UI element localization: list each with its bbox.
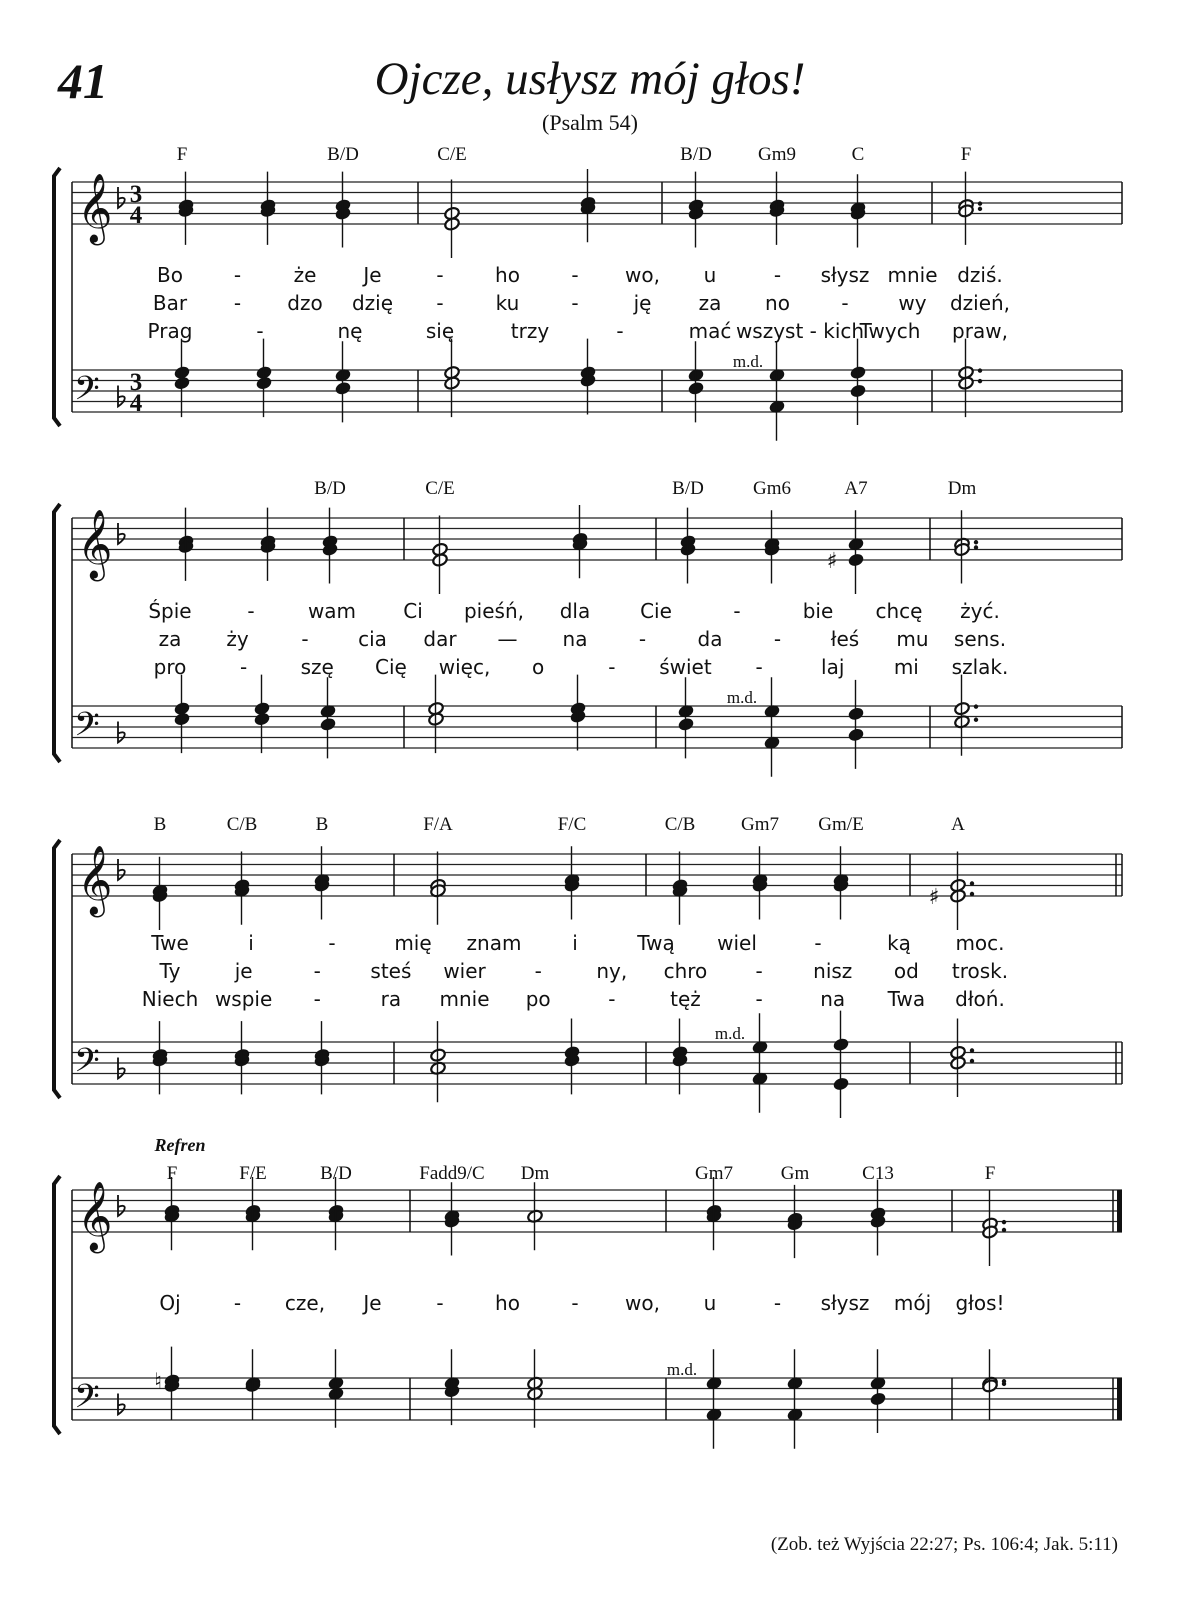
lyric-syllable: - <box>841 291 849 315</box>
bass-key-flat-icon <box>118 722 125 743</box>
lyric-syllable: - <box>301 627 309 651</box>
md-marking: m.d. <box>714 1024 746 1043</box>
lyric-syllable: trosk. <box>951 959 1009 983</box>
lyric-syllable: słysz <box>820 1291 870 1315</box>
chord-symbol: B <box>153 814 167 835</box>
lyric-syllable: i <box>248 931 254 955</box>
lyric-syllable: laj <box>821 655 845 679</box>
lyric-syllable: ho <box>495 1291 520 1315</box>
chord-symbol: Gm7 <box>741 814 779 835</box>
lyric-syllable: pieśń, <box>463 599 525 623</box>
lyric-syllable: mnie <box>439 987 490 1011</box>
hymn-subtitle: (Psalm 54) <box>542 110 638 135</box>
lyric-syllable: wiel <box>717 931 757 955</box>
lyric-syllable: dziś. <box>957 263 1003 287</box>
lyric-syllable: praw, <box>952 319 1008 343</box>
lyric-syllable: - <box>608 987 616 1011</box>
lyric-syllable: więc, <box>438 655 491 679</box>
lyric-syllable: Cie <box>640 599 672 623</box>
lyric-syllable: łeś <box>830 627 860 651</box>
chord-symbol: F <box>166 1163 178 1184</box>
lyric-syllable: szlak. <box>951 655 1009 679</box>
chord-symbol: Gm <box>780 1163 810 1184</box>
chord-symbol: Gm/E <box>818 814 864 835</box>
dot <box>978 379 982 383</box>
final-barline-thick <box>1117 1190 1122 1232</box>
lyric-syllable: dar <box>423 627 457 651</box>
lyric-syllable: mój <box>893 1291 932 1315</box>
lyric-syllable: świet <box>659 655 712 679</box>
chord-symbol: Gm9 <box>758 144 796 165</box>
time-signature-numerator: 3 <box>129 181 143 208</box>
lyric-syllable: o <box>532 655 545 679</box>
lyric-syllable: Twą <box>637 931 675 955</box>
chord-symbol: A <box>951 814 965 835</box>
treble-key-flat-icon <box>118 187 125 208</box>
lyric-syllable: - <box>328 931 336 955</box>
lyric-syllable: dzień, <box>949 291 1011 315</box>
chord-symbol: Dm <box>947 478 977 499</box>
lyric-syllable: Śpie <box>148 599 192 623</box>
lyric-syllable: żyć. <box>960 599 1000 623</box>
chord-symbol: Dm <box>520 1163 550 1184</box>
chord-symbol: C/B <box>664 814 696 835</box>
lyric-syllable: - <box>256 319 264 343</box>
dot <box>974 545 978 549</box>
system-bracket <box>54 168 60 426</box>
lyric-syllable: - <box>436 263 444 287</box>
lyric-syllable: sens. <box>953 627 1007 651</box>
lyric-syllable: nisz <box>813 959 853 983</box>
lyric-syllable: Cię <box>374 655 407 679</box>
lyric-syllable: Bo <box>157 263 183 287</box>
lyric-syllable: - <box>608 655 616 679</box>
lyric-syllable: cze, <box>284 1291 326 1315</box>
lyric-syllable: że <box>293 263 317 287</box>
treble-clef-icon: 𝄞 <box>77 509 113 579</box>
bass-clef-icon: 𝄢 <box>74 1378 100 1424</box>
lyric-syllable: Twe <box>151 931 189 955</box>
chord-symbol: B/D <box>327 144 359 165</box>
lyric-syllable: Je <box>363 263 382 287</box>
chord-symbol: F <box>176 144 188 165</box>
dot <box>970 1048 974 1052</box>
dot <box>970 881 974 885</box>
chord-symbol: C <box>851 144 865 165</box>
lyric-syllable: chro <box>663 959 708 983</box>
lyric-syllable: wo, <box>625 1291 660 1315</box>
md-marking: m.d. <box>732 352 764 371</box>
lyric-syllable: dłoń. <box>955 987 1005 1011</box>
natural-icon: ♮ <box>154 1369 162 1395</box>
md-marking: m.d. <box>666 1360 698 1379</box>
lyric-syllable: się <box>425 319 455 343</box>
lyric-syllable: Ty <box>159 959 181 983</box>
time-signature-denominator: 4 <box>129 202 143 229</box>
treble-key-flat-icon <box>118 859 125 880</box>
lyric-syllable: wier <box>443 959 486 983</box>
final-barline-thick <box>1117 1378 1122 1420</box>
lyric-syllable: ję <box>633 291 652 315</box>
lyric-syllable: mię <box>394 931 432 955</box>
lyric-syllable: - <box>755 959 763 983</box>
lyric-syllable: znam <box>466 931 522 955</box>
lyric-syllable: - <box>616 319 624 343</box>
dot <box>974 718 978 722</box>
lyric-syllable: za <box>698 291 722 315</box>
lyric-syllable: pro <box>153 655 187 679</box>
treble-key-flat-icon <box>118 523 125 544</box>
sharp-icon: ♯ <box>826 549 838 574</box>
lyric-syllable: dzo <box>287 291 323 315</box>
treble-clef-icon: 𝄞 <box>77 173 113 243</box>
chord-symbol: F/C <box>557 814 587 835</box>
lyric-syllable: na <box>562 627 588 651</box>
lyric-syllable: głos! <box>955 1291 1005 1315</box>
lyric-syllable: wam <box>307 599 357 623</box>
lyric-syllable: da <box>697 627 723 651</box>
lyric-syllable: ką <box>887 931 911 955</box>
lyric-syllable: Twa <box>887 987 926 1011</box>
dot <box>974 704 978 708</box>
lyric-syllable: u <box>703 1291 717 1315</box>
bass-clef-icon: 𝄢 <box>74 1042 100 1088</box>
dot <box>1002 1382 1006 1386</box>
lyric-syllable: - <box>755 655 763 679</box>
lyric-syllable: i <box>572 931 578 955</box>
chord-symbol: F <box>984 1163 996 1184</box>
md-marking: m.d. <box>726 688 758 707</box>
lyric-syllable: Niech <box>141 987 199 1011</box>
lyric-syllable: bie <box>802 599 834 623</box>
lyric-syllable: wy <box>898 291 927 315</box>
system-bracket <box>54 504 60 762</box>
lyric-syllable: dzię <box>351 291 394 315</box>
lyric-syllable: Prag <box>147 319 193 343</box>
lyric-syllable: Twych <box>859 319 921 343</box>
chord-symbol: Fadd9/C <box>419 1163 485 1184</box>
chord-symbol: A7 <box>844 478 868 499</box>
lyric-syllable: - <box>233 1291 242 1315</box>
lyric-syllable: wspie <box>214 987 273 1011</box>
refrain-label: Refren <box>154 1135 206 1155</box>
lyric-syllable: - <box>240 655 248 679</box>
lyric-syllable: — <box>497 627 518 651</box>
lyric-syllable: ho <box>495 263 520 287</box>
lyric-syllable: - <box>534 959 542 983</box>
lyric-syllable: mi <box>893 655 919 679</box>
dot <box>974 540 978 544</box>
treble-clef-icon: 𝄞 <box>77 845 113 915</box>
system-bracket <box>54 1176 60 1434</box>
dot <box>978 207 982 211</box>
lyric-syllable: - <box>755 987 763 1011</box>
lyric-syllable: Je <box>363 1291 382 1315</box>
system-bracket <box>54 840 60 1098</box>
lyric-syllable: - <box>773 263 782 287</box>
lyric-syllable: - <box>638 627 647 651</box>
bass-key-flat-icon <box>118 1058 125 1079</box>
dot <box>970 892 974 896</box>
chord-symbol: B/D <box>680 144 712 165</box>
lyric-syllable: - <box>436 1291 444 1315</box>
treble-key-flat-icon <box>118 1195 125 1216</box>
lyric-syllable: - <box>773 627 782 651</box>
chord-symbol: C/B <box>226 814 258 835</box>
bass-key-flat-icon <box>118 1394 125 1415</box>
lyric-syllable: Bar <box>152 291 188 315</box>
dot <box>970 1059 974 1063</box>
lyric-syllable: mu <box>896 627 929 651</box>
lyric-syllable: - <box>436 291 444 315</box>
chord-symbol: C13 <box>862 1163 894 1184</box>
chord-symbol: B/D <box>320 1163 352 1184</box>
footnote: (Zob. też Wyjścia 22:27; Ps. 106:4; Jak. 5:11) <box>770 1534 1118 1555</box>
chord-symbol: F/A <box>423 814 453 835</box>
chord-symbol: Gm7 <box>695 1163 733 1184</box>
lyric-syllable: wo, <box>625 263 660 287</box>
lyric-syllable: chcę <box>875 599 923 623</box>
hymn-number: 41 <box>58 53 108 109</box>
chord-symbol: B/D <box>672 478 704 499</box>
lyric-syllable: - <box>233 291 242 315</box>
chord-symbol: Gm6 <box>753 478 791 499</box>
lyric-syllable: Oj <box>159 1291 181 1315</box>
lyric-syllable: - <box>773 1291 782 1315</box>
lyric-syllable: ra <box>380 987 402 1011</box>
dot <box>978 368 982 372</box>
lyric-syllable: szę <box>300 655 334 679</box>
lyric-syllable: tęż <box>670 987 701 1011</box>
lyric-syllable: - <box>571 291 579 315</box>
lyric-syllable: mać <box>688 319 732 343</box>
lyric-syllable: dla <box>559 599 591 623</box>
lyric-syllable: - <box>733 599 741 623</box>
lyric-syllable: - <box>571 1291 579 1315</box>
time-signature-denominator: 4 <box>129 390 143 417</box>
lyric-syllable: Ci <box>403 599 423 623</box>
lyric-syllable: nę <box>337 319 363 343</box>
dot <box>1002 1220 1006 1224</box>
lyric-syllable: - <box>571 263 579 287</box>
hymn-title: Ojcze, usłysz mój głos! <box>374 53 806 105</box>
time-signature-numerator: 3 <box>129 369 143 396</box>
lyric-syllable: od <box>893 959 919 983</box>
lyric-syllable: je <box>234 959 253 983</box>
bass-clef-icon: 𝄢 <box>74 370 100 416</box>
lyric-syllable: cia <box>358 627 387 651</box>
lyric-syllable: moc. <box>955 931 1005 955</box>
chord-symbol: B/D <box>314 478 346 499</box>
chord-symbol: C/E <box>437 144 467 165</box>
lyric-syllable: u <box>703 263 717 287</box>
dot <box>978 201 982 205</box>
lyric-syllable: mnie <box>887 263 938 287</box>
sharp-icon: ♯ <box>928 885 940 910</box>
lyric-syllable: na <box>820 987 846 1011</box>
lyric-syllable: za <box>158 627 182 651</box>
lyric-syllable: steś <box>370 959 412 983</box>
lyric-syllable: ny, <box>596 959 628 983</box>
chord-symbol: C/E <box>425 478 455 499</box>
lyric-syllable: ży <box>226 627 249 651</box>
lyric-syllable: no <box>765 291 790 315</box>
chord-symbol: F/E <box>239 1163 267 1184</box>
lyric-syllable: - <box>233 263 242 287</box>
lyric-syllable: słysz <box>820 263 870 287</box>
bass-key-flat-icon <box>118 386 125 407</box>
lyric-syllable: po <box>525 987 551 1011</box>
lyric-syllable: - <box>313 959 321 983</box>
lyric-syllable: ku <box>495 291 520 315</box>
bass-clef-icon: 𝄢 <box>74 706 100 752</box>
lyric-syllable: - <box>247 599 255 623</box>
dot <box>1002 1228 1006 1232</box>
lyric-syllable: wszyst - kich <box>735 319 865 343</box>
chord-symbol: F <box>960 144 972 165</box>
chord-symbol: B <box>315 814 329 835</box>
lyric-syllable: - <box>313 987 321 1011</box>
treble-clef-icon: 𝄞 <box>77 1181 113 1251</box>
lyric-syllable: trzy <box>510 319 550 343</box>
lyric-syllable: - <box>814 931 822 955</box>
